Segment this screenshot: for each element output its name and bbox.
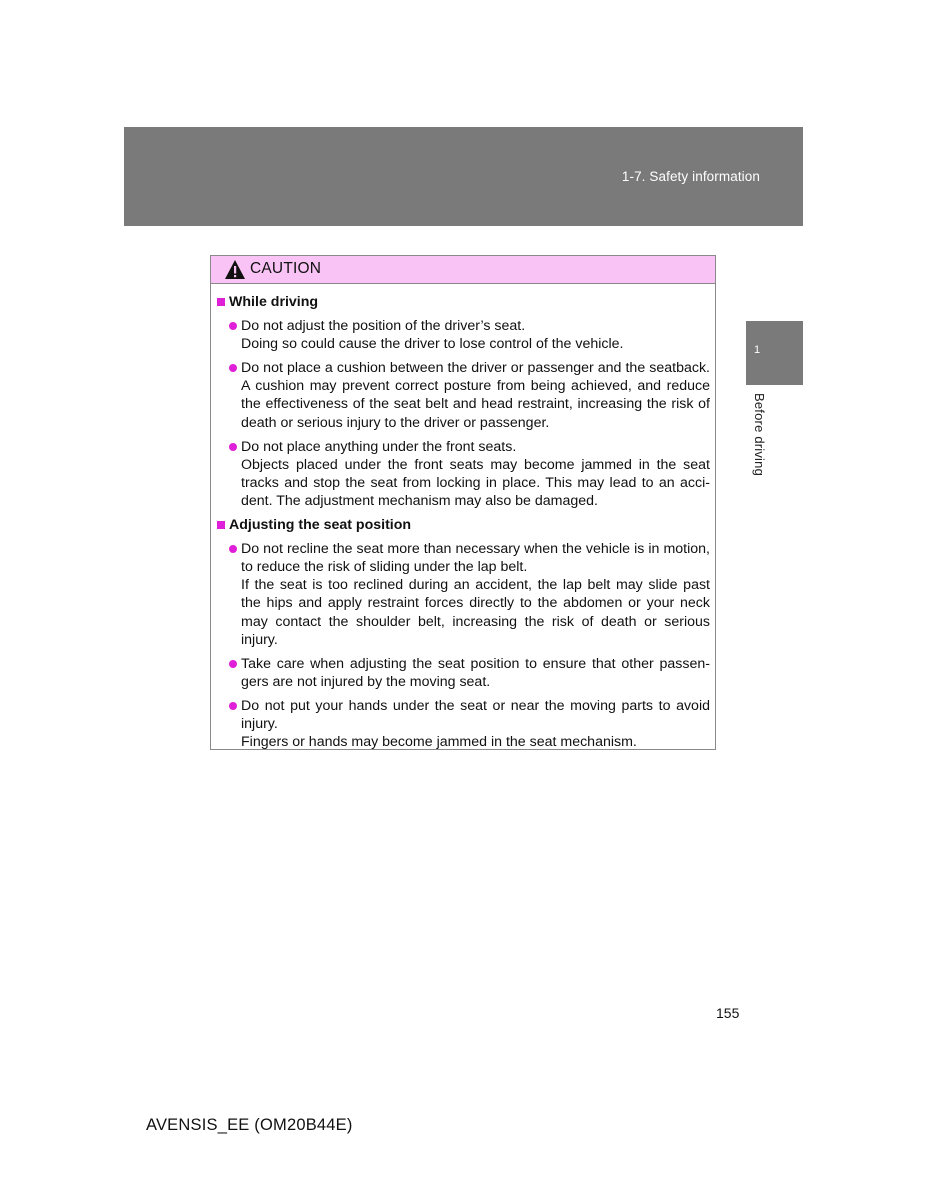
item-text: Doing so could cause the driver to lose control of the vehicle. (241, 336, 624, 353)
side-tab-number: 1 (754, 344, 761, 356)
caution-title: CAUTION (250, 260, 322, 277)
item-text: Do not place a cushion between the driver or passenger and the seatback. A cushion may prevent correct posture from being achieved, and reduce the effectiveness of the seat belt and head restraint, increasing the risk of death or serious injury to the driver or passenger. (241, 360, 710, 431)
item-text: Fingers or hands may become jammed in the seat mechanism. (241, 734, 637, 751)
caution-box (210, 255, 716, 750)
item-text: Do not recline the seat more than necessary when the vehicle is in motion, to reduce the risk of sliding under the lap belt. (241, 541, 710, 576)
square-bullet-icon (217, 521, 225, 529)
list-item (216, 359, 710, 431)
page-number: 155 (716, 1005, 740, 1021)
warning-triangle-icon (224, 259, 246, 280)
document-code: AVENSIS_EE (OM20B44E) (146, 1116, 353, 1134)
dot-bullet-icon (229, 660, 237, 668)
item-text: If the seat is too reclined during an accident, the lap belt may slide past the hips and apply restraint forces directly to the abdomen or your neck may contact the shoulder belt, increasing the risk of death or serious injury. (241, 577, 710, 648)
dot-bullet-icon (229, 702, 237, 710)
list-item (216, 317, 710, 353)
item-text: Take care when adjusting the seat position to ensure that other passen-gers are not injured by the moving seat. (241, 655, 710, 690)
item-text: Do not place anything under the front seats. (241, 438, 517, 455)
list-item (216, 540, 710, 649)
section-heading-while-driving (216, 293, 710, 311)
dot-bullet-icon (229, 322, 237, 330)
section-heading-adjusting-seat (216, 516, 710, 534)
header-band (124, 127, 803, 226)
dot-bullet-icon (229, 545, 237, 553)
item-text: Do not put your hands under the seat or near the moving parts to avoid injury. (241, 697, 710, 732)
section-title: 1-7. Safety information (621, 169, 760, 184)
dot-bullet-icon (229, 364, 237, 372)
square-bullet-icon (217, 298, 225, 306)
caution-body (211, 284, 715, 751)
caution-header (211, 256, 715, 284)
section-heading-text: While driving (229, 294, 319, 310)
list-item (216, 438, 710, 510)
side-tab (746, 321, 803, 385)
list-item (216, 655, 710, 691)
dot-bullet-icon (229, 443, 237, 451)
item-text: Objects placed under the front seats may become jammed in the seat tracks and stop the seat from locking in place. This may lead to an acci-dent. The adjustment mechanism may also be damaged. (241, 456, 710, 509)
section-heading-text: Adjusting the seat position (229, 517, 412, 534)
side-tab-label: Before driving (752, 393, 767, 477)
item-text: Do not adjust the position of the driver’s seat. (241, 318, 526, 335)
list-item (216, 697, 710, 751)
